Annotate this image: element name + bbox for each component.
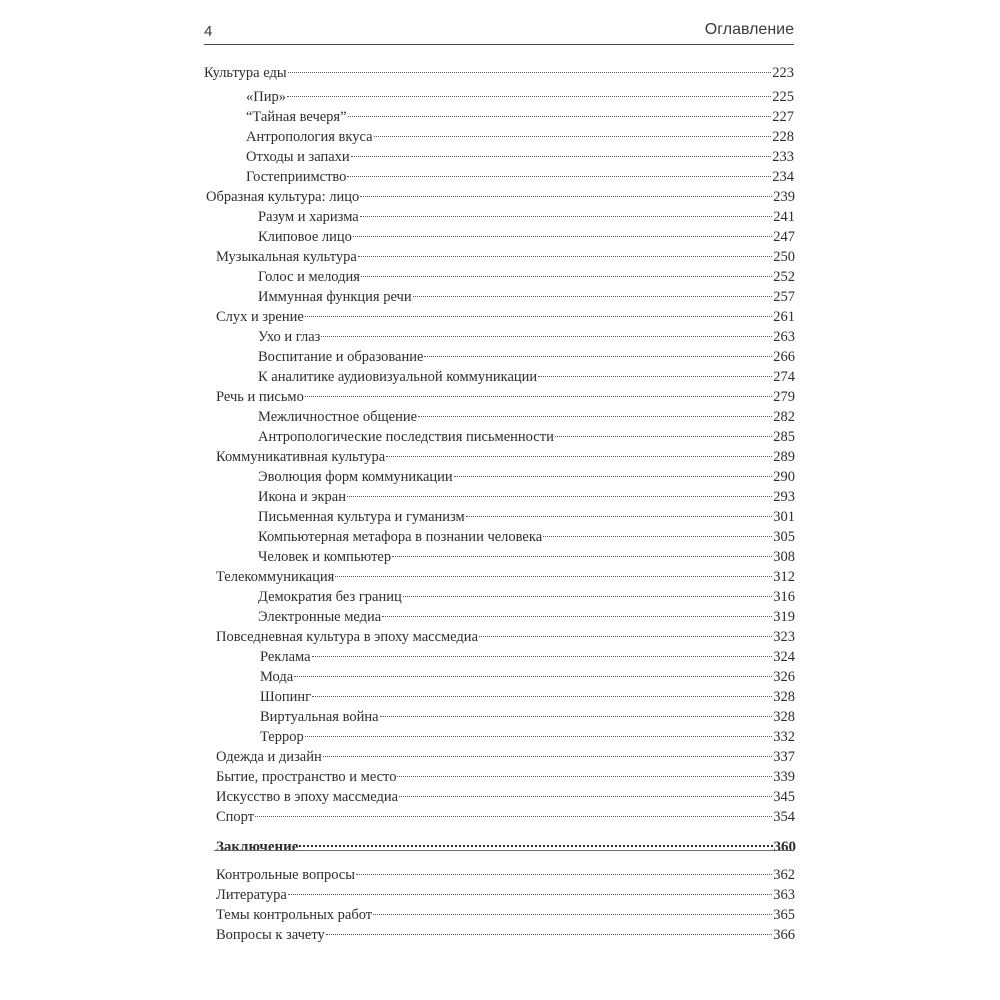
toc-entry: [216, 905, 795, 925]
toc-entry: [216, 837, 796, 857]
toc-entry-page: 345: [773, 789, 795, 805]
dot-leader: [305, 736, 773, 737]
toc-entry-title: Мода: [260, 669, 294, 685]
toc-entry-page: 250: [773, 249, 795, 265]
toc-entry-page: 289: [773, 449, 795, 465]
toc-entry-title: Письменная культура и гуманизм: [258, 509, 465, 525]
toc-entry: [258, 287, 795, 307]
toc-entry: [216, 885, 795, 905]
toc-entry-title: Иммунная функция речи: [258, 289, 412, 305]
toc-entry: [260, 707, 795, 727]
toc-entry: [258, 227, 795, 247]
toc-entry-page: 227: [772, 109, 794, 125]
toc-entry: [246, 127, 794, 147]
dot-leader: [543, 536, 772, 537]
toc-entry-page: 337: [773, 749, 795, 765]
toc-entry: [258, 367, 795, 387]
toc-entry-page: 266: [773, 349, 795, 365]
toc-entry-page: 225: [772, 89, 794, 105]
toc-entry-title: Антропологические последствия письменности: [258, 429, 554, 445]
toc-entry-page: 247: [773, 229, 795, 245]
toc-entry-page: 326: [773, 669, 795, 685]
dot-leader: [321, 336, 772, 337]
toc-entry: [216, 787, 795, 807]
toc-entry-title: «Пир»: [246, 89, 286, 105]
toc-entry-page: 308: [773, 549, 795, 565]
dot-leader: [392, 556, 772, 557]
toc-entry-title: Клиповое лицо: [258, 229, 352, 245]
dot-leader: [288, 72, 772, 73]
toc-entry-title: Спорт: [216, 809, 255, 825]
toc-entry-title: Террор: [260, 729, 304, 745]
toc-entry-page: 354: [773, 809, 795, 825]
toc-entry-title: Голос и мелодия: [258, 269, 360, 285]
divider: [214, 850, 794, 851]
dot-leader: [380, 716, 773, 717]
toc-entry-page: 323: [773, 629, 795, 645]
toc-entry: [216, 247, 795, 267]
toc-entry-page: 239: [773, 189, 795, 205]
toc-entry-title: Гостеприимство: [246, 169, 347, 185]
toc-entry: [258, 587, 795, 607]
toc-entry-title: Искусство в эпоху массмедиа: [216, 789, 399, 805]
dot-leader: [287, 96, 771, 97]
dot-leader: [361, 276, 772, 277]
toc-entry-title: Икона и экран: [258, 489, 346, 505]
page-number: 4: [204, 23, 213, 40]
dot-leader: [373, 914, 772, 915]
dot-leader: [347, 496, 772, 497]
toc-entry: [246, 147, 794, 167]
toc-entry-page: 332: [773, 729, 795, 745]
toc-entry-title: Культура еды: [204, 65, 287, 81]
toc-entry-title: Виртуальная война: [260, 709, 379, 725]
toc-entry: [216, 767, 795, 787]
toc-entry: [246, 167, 794, 187]
page-header: [204, 20, 794, 45]
toc-entry-page: 305: [773, 529, 795, 545]
toc-entry-title: Вопросы к зачету: [216, 927, 325, 943]
toc-entry-page: 228: [772, 129, 794, 145]
toc-entry-title: “Тайная вечеря”: [246, 109, 347, 125]
toc-entry: [216, 865, 795, 885]
toc-entry-title: Музыкальная культура: [216, 249, 357, 265]
toc-entry-page: 252: [773, 269, 795, 285]
toc-entry: [204, 63, 794, 83]
dot-leader: [305, 396, 772, 397]
toc-entry-title: Человек и компьютер: [258, 549, 392, 565]
dot-leader: [323, 756, 772, 757]
dot-leader: [538, 376, 772, 377]
toc-entry-title: Антропология вкуса: [246, 129, 373, 145]
dot-leader: [386, 456, 772, 457]
toc-entry-title: Воспитание и образование: [258, 349, 424, 365]
toc-entry: [246, 87, 794, 107]
toc-entry-title: Эволюция форм коммуникации: [258, 469, 453, 485]
toc-entry: [216, 307, 795, 327]
dot-leader: [356, 874, 772, 875]
toc-entry: [258, 527, 795, 547]
toc-entry-title: Компьютерная метафора в познании человека: [258, 529, 543, 545]
toc-entry-title: Одежда и дизайн: [216, 749, 322, 765]
dot-leader: [555, 436, 772, 437]
dot-leader: [348, 116, 772, 117]
toc-entry-title: Речь и письмо: [216, 389, 304, 405]
toc-entry-page: 257: [773, 289, 795, 305]
toc-entry-page: 328: [773, 709, 795, 725]
toc-entry-title: Ухо и глаз: [258, 329, 321, 345]
toc-entry-page: 285: [773, 429, 795, 445]
dot-leader: [424, 356, 772, 357]
toc-entry-page: 360: [773, 839, 796, 855]
toc-entry-page: 365: [773, 907, 795, 923]
toc-entry-page: 312: [773, 569, 795, 585]
toc-entry: [258, 407, 795, 427]
toc-entry: [258, 507, 795, 527]
toc-entry-page: 293: [773, 489, 795, 505]
toc-entry-title: Повседневная культура в эпоху массмедиа: [216, 629, 478, 645]
toc-entry-title: Контрольные вопросы: [216, 867, 355, 883]
toc-entry: [258, 347, 795, 367]
dot-leader: [347, 176, 771, 177]
toc-entry: [216, 925, 795, 945]
toc-entry: [260, 667, 795, 687]
toc-entry: [216, 387, 795, 407]
toc-entry: [216, 627, 795, 647]
dot-leader: [288, 894, 772, 895]
toc-entry-page: 263: [773, 329, 795, 345]
toc-entry-title: Демократия без границ: [258, 589, 402, 605]
running-title: Оглавление: [704, 21, 794, 38]
toc-entry-title: Электронные медиа: [258, 609, 382, 625]
toc-entry-title: Шопинг: [260, 689, 312, 705]
dot-leader: [382, 616, 772, 617]
toc-entry: [258, 547, 795, 567]
toc-entry-title: Коммуникативная культура: [216, 449, 386, 465]
toc-entry-page: 282: [773, 409, 795, 425]
toc-entry-page: 328: [773, 689, 795, 705]
toc-entry-title: Разум и харизма: [258, 209, 359, 225]
dot-leader: [255, 816, 772, 817]
dot-leader: [312, 696, 772, 697]
toc-entry-title: Межличностное общение: [258, 409, 418, 425]
dot-leader: [335, 576, 772, 577]
toc-entry: [216, 747, 795, 767]
dot-leader: [305, 316, 772, 317]
toc-entry: [258, 467, 795, 487]
dot-leader: [413, 296, 773, 297]
toc-entry: [216, 567, 795, 587]
dot-leader: [397, 776, 772, 777]
dot-leader: [358, 256, 772, 257]
dot-leader: [299, 845, 772, 847]
dot-leader: [403, 596, 773, 597]
toc-entry-page: 324: [773, 649, 795, 665]
toc-entry-title: К аналитике аудиовизуальной коммуникации: [258, 369, 538, 385]
dot-leader: [479, 636, 772, 637]
toc-entry-page: 234: [772, 169, 794, 185]
toc-entry: [258, 327, 795, 347]
toc-entry-page: 274: [773, 369, 795, 385]
toc-entry-title: Слух и зрение: [216, 309, 304, 325]
toc-entry-page: 316: [773, 589, 795, 605]
toc-entry: [260, 687, 795, 707]
toc-entry-page: 241: [773, 209, 795, 225]
toc-entry-title: Образная культура: лицо: [206, 189, 360, 205]
dot-leader: [399, 796, 772, 797]
dot-leader: [418, 416, 772, 417]
toc-entry-title: Реклама: [260, 649, 311, 665]
dot-leader: [454, 476, 773, 477]
toc-entry: [258, 267, 795, 287]
toc-entry-title: Отходы и запахи: [246, 149, 350, 165]
toc-entry-page: 233: [772, 149, 794, 165]
dot-leader: [351, 156, 772, 157]
dot-leader: [312, 656, 773, 657]
toc-entry-page: 362: [773, 867, 795, 883]
toc-entry-title: Бытие, пространство и место: [216, 769, 397, 785]
dot-leader: [353, 236, 772, 237]
dot-leader: [326, 934, 773, 935]
toc-entry-title: Заключение: [216, 839, 299, 855]
toc-entry: [258, 427, 795, 447]
toc-entry-page: 363: [773, 887, 795, 903]
toc-entry-page: 290: [773, 469, 795, 485]
dot-leader: [360, 216, 773, 217]
toc-entry-page: 279: [773, 389, 795, 405]
dot-leader: [294, 676, 772, 677]
dot-leader: [466, 516, 773, 517]
toc-entry: [216, 807, 795, 827]
toc-entry: [246, 107, 794, 127]
toc-entry-title: Телекоммуникация: [216, 569, 335, 585]
toc-entry-page: 339: [773, 769, 795, 785]
dot-leader: [360, 196, 772, 197]
toc-entry-page: 319: [773, 609, 795, 625]
toc-entry-title: Литература: [216, 887, 287, 903]
toc-entry-title: Темы контрольных работ: [216, 907, 373, 923]
toc-entry-page: 223: [772, 65, 794, 81]
toc-entry: [258, 487, 795, 507]
dot-leader: [374, 136, 772, 137]
toc-entry: [260, 727, 795, 747]
toc-entry-page: 366: [773, 927, 795, 943]
toc-entry-page: 261: [773, 309, 795, 325]
toc-entry-page: 301: [773, 509, 795, 525]
toc-entry: [260, 647, 795, 667]
toc-entry: [216, 447, 795, 467]
toc-entry: [258, 207, 795, 227]
toc-entry: [206, 187, 795, 207]
toc-entry: [258, 607, 795, 627]
